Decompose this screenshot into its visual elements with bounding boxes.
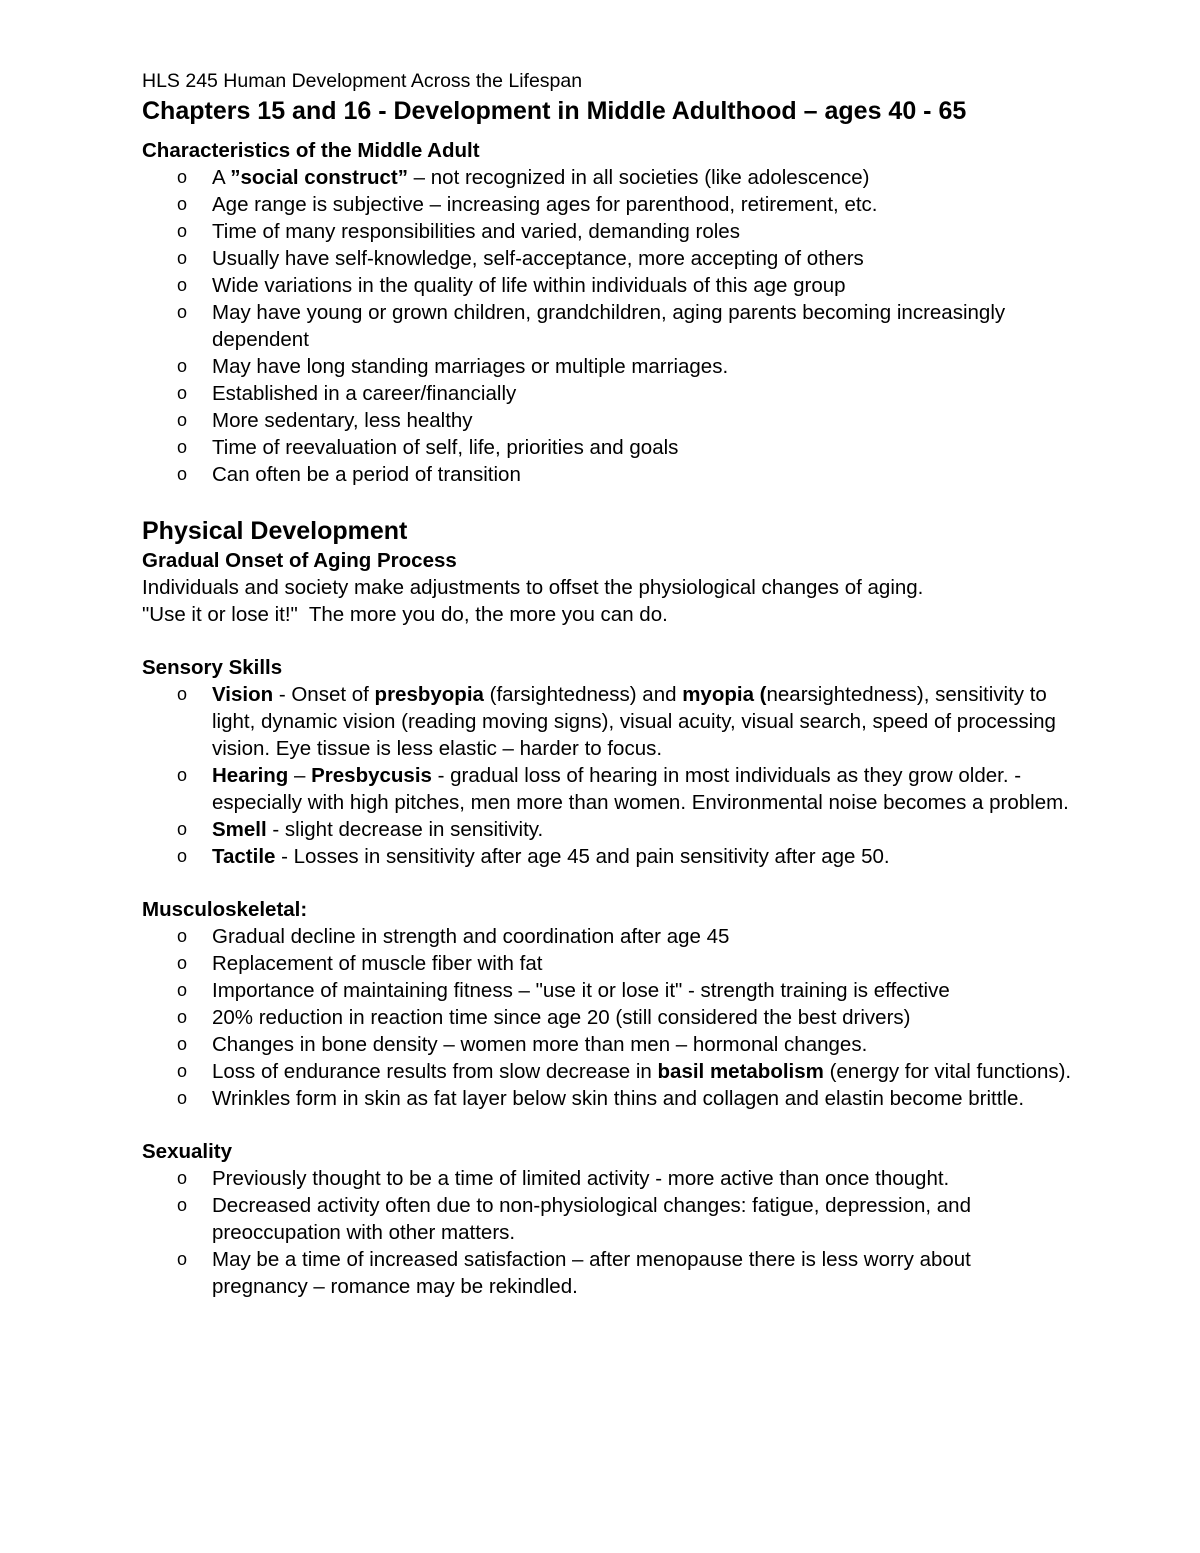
- musculoskeletal-heading: Musculoskeletal:: [142, 898, 308, 921]
- bullet-marker: o: [177, 1061, 188, 1081]
- list-item: o Time of reevaluation of self, life, priorities and goals: [177, 436, 679, 459]
- list-item: o Age range is subjective – increasing ages for parenthood, retirement, etc.: [177, 193, 878, 216]
- list-item: o A ”social construct” – not recognized in all societies (like adolescence): [177, 166, 870, 189]
- list-item: o Changes in bone density – women more than men – hormonal changes.: [177, 1033, 868, 1056]
- bullet-marker: o: [177, 926, 188, 946]
- bullet-marker: o: [177, 194, 188, 214]
- list-item-hearing: o Hearing – Presbycusis - gradual loss of hearing in most individuals as they grow older. - especially with high pitches, men more than women. Environmental noise becomes a problem.: [177, 764, 1069, 814]
- sensory-skills-list: [142, 681, 1072, 870]
- bullet-marker: o: [177, 953, 188, 973]
- musculoskeletal-list: [142, 923, 1072, 1112]
- list-item: o Decreased activity often due to non-physiological changes: fatigue, depression, and preoccupation with other matters.: [177, 1194, 971, 1244]
- bullet-marker: o: [177, 302, 188, 322]
- list-item: o May have long standing marriages or multiple marriages.: [177, 355, 729, 378]
- aging-process-heading: Gradual Onset of Aging Process: [142, 549, 457, 572]
- document-page: [142, 68, 1072, 1300]
- bullet-marker: o: [177, 1168, 188, 1188]
- bullet-marker: o: [177, 464, 188, 484]
- list-item: o Replacement of muscle fiber with fat: [177, 952, 543, 975]
- aging-paragraph-line-2: "Use it or lose it!" The more you do, the more you can do.: [142, 603, 668, 626]
- bullet-marker: o: [177, 248, 188, 268]
- bullet-marker: o: [177, 980, 188, 1000]
- list-item: o Wide variations in the quality of life within individuals of this age group: [177, 274, 846, 297]
- list-item-smell: o Smell - slight decrease in sensitivity.: [177, 818, 544, 841]
- list-item: o May have young or grown children, grandchildren, aging parents becoming increasingly dependent: [177, 301, 1006, 351]
- aging-paragraph-line-1: Individuals and society make adjustments to offset the physiological changes of aging.: [142, 576, 924, 599]
- sexuality-heading: Sexuality: [142, 1140, 233, 1163]
- list-item: o Importance of maintaining fitness – "use it or lose it" - strength training is effective: [177, 979, 950, 1002]
- bullet-marker: o: [177, 1034, 188, 1054]
- document-title: Chapters 15 and 16 - Development in Middle Adulthood – ages 40 - 65: [142, 97, 967, 125]
- sexuality-list: [142, 1165, 1072, 1300]
- bullet-marker: o: [177, 846, 188, 866]
- sensory-skills-heading: Sensory Skills: [142, 656, 283, 679]
- list-item: o More sedentary, less healthy: [177, 409, 473, 432]
- characteristics-heading: Characteristics of the Middle Adult: [142, 139, 480, 162]
- list-item-vision: o Vision - Onset of presbyopia (farsightedness) and myopia (nearsightedness), sensitivity to light, dynamic vision (reading moving signs), visual acuity, visual search, speed of processing vision. Eye tissue is less elastic – harder to focus.: [177, 683, 1056, 760]
- list-item: o Can often be a period of transition: [177, 463, 521, 486]
- bullet-marker: o: [177, 819, 188, 839]
- bullet-marker: o: [177, 221, 188, 241]
- bullet-marker: o: [177, 410, 188, 430]
- bullet-marker: o: [177, 1249, 188, 1269]
- list-item: o Wrinkles form in skin as fat layer below skin thins and collagen and elastin become brittle.: [177, 1087, 1025, 1110]
- list-item-tactile: o Tactile - Losses in sensitivity after age 45 and pain sensitivity after age 50.: [177, 845, 890, 868]
- course-title: HLS 245 Human Development Across the Lifespan: [142, 70, 583, 92]
- bullet-marker: o: [177, 275, 188, 295]
- list-item: o Loss of endurance results from slow decrease in basil metabolism (energy for vital functions).: [177, 1060, 1072, 1083]
- bullet-marker: o: [177, 383, 188, 403]
- bullet-marker: o: [177, 167, 188, 187]
- list-item: o Time of many responsibilities and varied, demanding roles: [177, 220, 740, 243]
- list-item: o May be a time of increased satisfaction – after menopause there is less worry about pregnancy – romance may be rekindled.: [177, 1248, 971, 1298]
- list-item: o Gradual decline in strength and coordination after age 45: [177, 925, 730, 948]
- characteristics-list: [142, 164, 1072, 488]
- bullet-marker: o: [177, 356, 188, 376]
- bullet-marker: o: [177, 1088, 188, 1108]
- bullet-marker: o: [177, 1195, 188, 1215]
- bullet-marker: o: [177, 1007, 188, 1027]
- bullet-marker: o: [177, 765, 188, 785]
- list-item: o 20% reduction in reaction time since age 20 (still considered the best drivers): [177, 1006, 911, 1029]
- physical-development-heading: Physical Development: [142, 517, 408, 545]
- bullet-marker: o: [177, 684, 188, 704]
- list-item: o Established in a career/financially: [177, 382, 517, 405]
- list-item: o Previously thought to be a time of limited activity - more active than once thought.: [177, 1167, 950, 1190]
- bullet-marker: o: [177, 437, 188, 457]
- list-item: o Usually have self-knowledge, self-acceptance, more accepting of others: [177, 247, 864, 270]
